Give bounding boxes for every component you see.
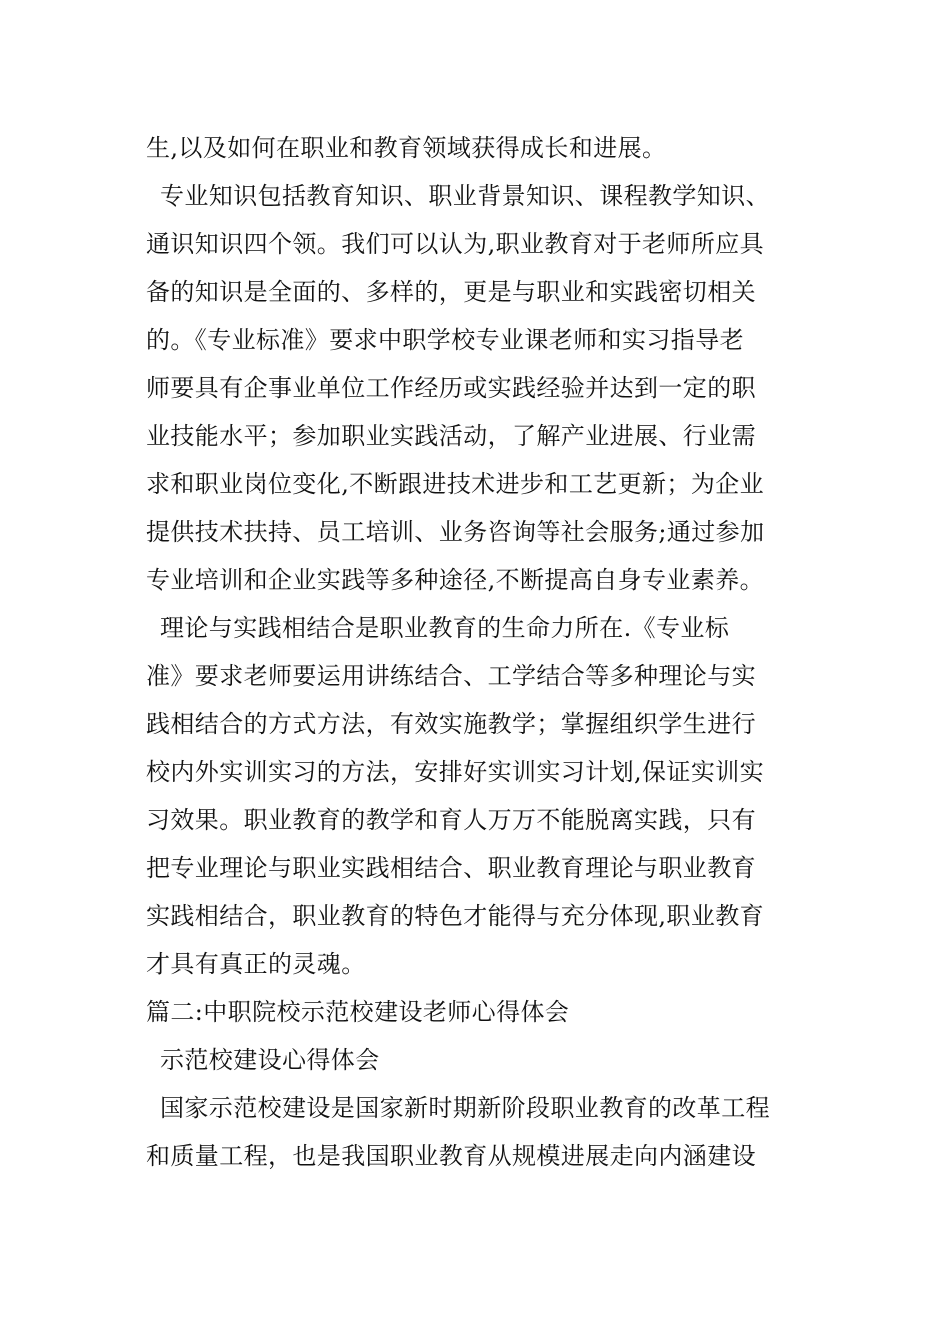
text-line: 师要具有企事业单位工作经历或实践经验并达到一定的职	[146, 374, 756, 402]
section-heading: 篇二:中职院校示范校建设老师心得体会	[146, 998, 570, 1026]
paragraph-start-line: 国家示范校建设是国家新时期新阶段职业教育的改革工程	[160, 1094, 770, 1122]
text-line: 的。《专业标准》要求中职学校专业课老师和实习指导老	[146, 326, 744, 354]
text-line: 专业培训和企业实践等多种途径,不断提高自身专业素养。	[146, 566, 765, 594]
text-line: 才具有真正的灵魂。	[146, 950, 366, 978]
text-line: 业技能水平；参加职业实践活动，了解产业进展、行业需	[146, 422, 756, 450]
paragraph-start-line: 专业知识包括教育知识、职业背景知识、课程教学知识、	[160, 182, 770, 210]
text-line: 实践相结合，职业教育的特色才能得与充分体现,职业教育	[146, 902, 765, 930]
text-line: 习效果。职业教育的教学和育人万万不能脱离实践，只有	[146, 806, 756, 834]
text-line: 提供技术扶持、员工培训、业务咨询等社会服务;通过参加	[146, 518, 765, 546]
text-line: 生,以及如何在职业和教育领域获得成长和进展。	[146, 134, 667, 162]
text-line: 求和职业岗位变化,不断跟进技术进步和工艺更新；为企业	[146, 470, 765, 498]
subheading: 示范校建设心得体会	[160, 1046, 380, 1074]
text-line: 践相结合的方式方法，有效实施教学；掌握组织学生进行	[146, 710, 756, 738]
text-line: 校内外实训实习的方法，安排好实训实习计划,保证实训实	[146, 758, 765, 786]
text-line: 和质量工程，也是我国职业教育从规模进展走向内涵建设	[146, 1142, 756, 1170]
paragraph-start-line: 理论与实践相结合是职业教育的生命力所在.《专业标	[160, 614, 730, 642]
text-line: 把专业理论与职业实践相结合、职业教育理论与职业教育	[146, 854, 756, 882]
text-line: 准》要求老师要运用讲练结合、工学结合等多种理论与实	[146, 662, 756, 690]
document-body	[146, 124, 808, 1180]
text-line: 通识知识四个领。我们可以认为,职业教育对于老师所应具	[146, 230, 765, 258]
text-line: 备的知识是全面的、多样的，更是与职业和实践密切相关	[146, 278, 756, 306]
